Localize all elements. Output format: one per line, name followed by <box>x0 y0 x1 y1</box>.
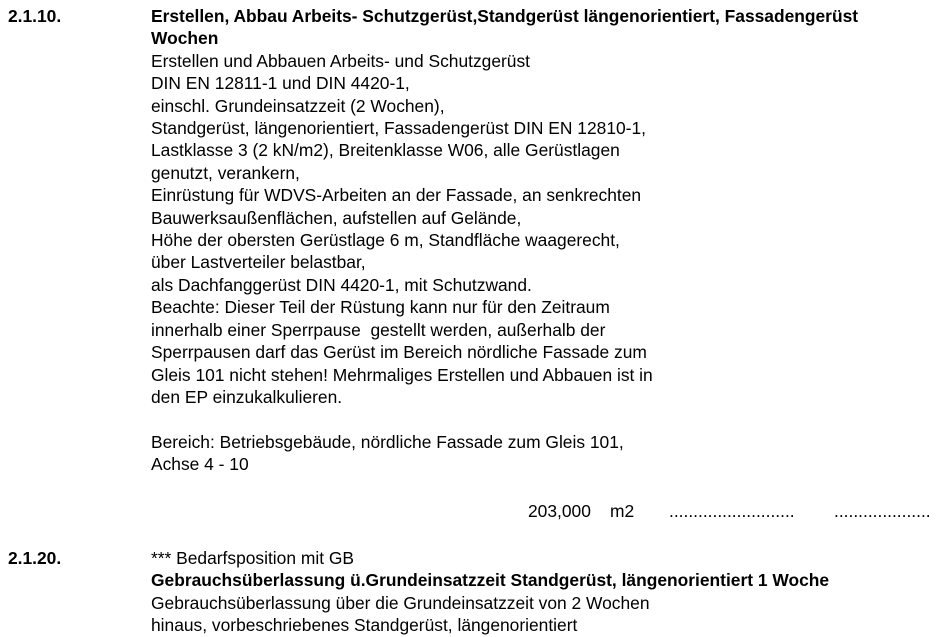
position-text <box>151 5 938 476</box>
total-price-field[interactable]: .................... <box>834 501 931 521</box>
spacer <box>151 408 938 430</box>
description-line: innerhalb einer Sperrpause gestellt werden, außerhalb der <box>151 319 606 340</box>
position-number: 2.1.20. <box>8 548 62 568</box>
position-title-line: Wochen <box>151 28 219 49</box>
quantity-unit: m2 <box>610 501 635 521</box>
description-line: über Lastverteiler belastbar, <box>151 252 366 273</box>
description-line: Bauwerksaußenflächen, aufstellen auf Gelände, <box>151 207 522 228</box>
position-text <box>151 547 938 637</box>
description-line: als Dachfanggerüst DIN 4420-1, mit Schutzwand. <box>151 274 532 295</box>
description-line: einschl. Grundeinsatzzeit (2 Wochen), <box>151 95 445 116</box>
description-line: Gleis 101 nicht stehen! Mehrmaliges Erstellen und Abbauen ist in <box>151 364 653 385</box>
position-title-line: Erstellen, Abbau Arbeits- Schutzgerüst,Standgerüst längenorientiert, Fassadengerüst <box>151 6 859 26</box>
requirement-marker: *** Bedarfsposition mit GB <box>151 548 354 568</box>
description-line: hinaus, vorbeschriebenes Standgerüst, längenorientiert <box>151 615 578 636</box>
description-line: Gebrauchsüberlassung über die Grundeinsatzzeit von 2 Wochen <box>151 592 650 613</box>
position-number: 2.1.10. <box>8 6 62 26</box>
unit-price-field[interactable]: .......................... <box>669 501 795 521</box>
area-line: Achse 4 - 10 <box>151 454 249 475</box>
description-line: genutzt, verankern, <box>151 162 300 183</box>
description-line: Höhe der obersten Gerüstlage 6 m, Standfläche waagerecht, <box>151 230 620 251</box>
quantity-value: 203,000 <box>528 501 591 521</box>
description-line: Erstellen und Abbauen Arbeits- und Schutzgerüst <box>151 50 530 71</box>
description-line: Sperrpausen darf das Gerüst im Bereich nördliche Fassade zum <box>151 342 647 363</box>
description-line: den EP einzukalkulieren. <box>151 386 343 407</box>
position-title-line: Gebrauchsüberlassung ü.Grundeinsatzzeit Standgerüst, längenorientiert 1 Woche <box>151 570 830 591</box>
description-line: Einrüstung für WDVS-Arbeiten an der Fassade, an senkrechten <box>151 185 642 206</box>
description-line: DIN EN 12811-1 und DIN 4420-1, <box>151 73 410 94</box>
description-line: Lastklasse 3 (2 kN/m2), Breitenklasse W06, alle Gerüstlagen <box>151 140 620 161</box>
description-line: Standgerüst, längenorientiert, Fassadengerüst DIN EN 12810-1, <box>151 118 646 139</box>
description-line: Beachte: Dieser Teil der Rüstung kann nur für den Zeitraum <box>151 297 610 318</box>
area-line: Bereich: Betriebsgebäude, nördliche Fassade zum Gleis 101, <box>151 431 624 452</box>
